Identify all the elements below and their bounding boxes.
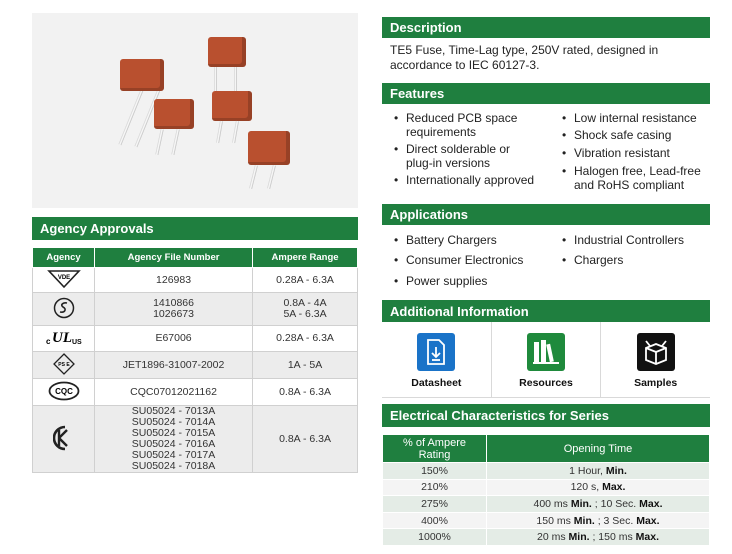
datasheet-icon[interactable] <box>417 333 455 371</box>
list-item: • Chargers <box>558 254 708 268</box>
list-item: • Direct solderable or plug-in versions <box>390 143 540 170</box>
semko-icon <box>53 297 75 319</box>
table-row <box>383 496 710 513</box>
list-item: • Internationally approved <box>390 174 550 188</box>
ampere-range: 1A - 5A <box>253 352 358 379</box>
table-row <box>383 529 710 546</box>
ampere-range: 0.8A - 4A 5A - 6.3A <box>253 293 358 326</box>
electrical-table <box>382 434 710 546</box>
percent-cell: 275% <box>383 496 487 513</box>
svg-text:PS E: PS E <box>57 361 70 368</box>
opening-time-cell: 1 Hour, Min. <box>487 463 710 480</box>
applications-title: Applications <box>390 207 469 222</box>
agency-logo-cell <box>33 379 95 406</box>
percent-cell: 210% <box>383 479 487 496</box>
fuse-image <box>204 35 254 95</box>
samples-link[interactable] <box>600 322 710 397</box>
product-photo <box>32 13 358 208</box>
col-opening-time: Opening Time <box>487 435 710 463</box>
fuse-image <box>242 127 302 202</box>
description-title: Description <box>390 20 462 35</box>
agency-approvals-table <box>32 247 358 473</box>
fuse-image <box>148 95 203 165</box>
applications-header <box>382 204 710 225</box>
table-row <box>33 406 358 473</box>
svg-text:c: c <box>45 337 50 346</box>
percent-cell: 150% <box>383 463 487 480</box>
col-file-number: Agency File Number <box>95 248 253 268</box>
features-title: Features <box>390 86 445 101</box>
file-number: SU05024 - 7013A SU05024 - 7014A SU05024 - 7015A SU05024 - 7016A SU05024 - 7017A SU05024 - 7018A <box>95 406 253 473</box>
kc-icon <box>53 425 75 451</box>
list-item: • Battery Chargers <box>390 234 550 248</box>
opening-time-cell: 400 ms Min. ; 10 Sec. Max. <box>487 496 710 513</box>
cul-us-icon <box>45 327 83 347</box>
opening-time-cell: 120 s, Max. <box>487 479 710 496</box>
list-item: • Consumer Electronics <box>390 254 550 268</box>
ampere-range: 0.8A - 6.3A <box>253 406 358 473</box>
list-item: • Power supplies <box>390 275 550 289</box>
agency-approvals-title: Agency Approvals <box>40 221 154 236</box>
additional-info-header <box>382 300 710 322</box>
opening-time-cell: 150 ms Min. ; 3 Sec. Max. <box>487 512 710 529</box>
ampere-range: 0.8A - 6.3A <box>253 379 358 406</box>
electrical-title: Electrical Characteristics for Series <box>390 408 609 423</box>
agency-logo-cell <box>33 406 95 473</box>
svg-text:UL: UL <box>51 330 72 346</box>
file-number: E67006 <box>95 326 253 352</box>
features-header <box>382 83 710 104</box>
svg-text:US: US <box>71 339 82 346</box>
file-number: CQC07012021162 <box>95 379 253 406</box>
col-ampere-range: Ampere Range <box>253 248 358 268</box>
agency-logo-cell <box>33 326 95 352</box>
list-item: • Low internal resistance <box>558 112 708 126</box>
datasheet-label[interactable]: Datasheet <box>411 377 462 389</box>
table-row <box>383 463 710 480</box>
svg-text:VDE: VDE <box>57 274 70 281</box>
resources-label[interactable]: Resources <box>519 377 573 389</box>
description-text: TE5 Fuse, Time-Lag type, 250V rated, designed in accordance to IEC 60127-3. <box>390 43 659 72</box>
list-item: • Reduced PCB space requirements <box>390 112 540 139</box>
table-row <box>33 268 358 293</box>
electrical-header <box>382 404 710 427</box>
pse-icon <box>53 353 75 375</box>
agency-logo-cell <box>33 352 95 379</box>
cqc-icon <box>48 381 80 401</box>
agency-logo-cell <box>33 268 95 293</box>
col-agency: Agency <box>33 248 95 268</box>
list-item: • Shock safe casing <box>558 129 708 143</box>
percent-cell: 400% <box>383 512 487 529</box>
list-item: • Vibration resistant <box>558 147 708 161</box>
samples-icon[interactable] <box>637 333 675 371</box>
table-row <box>33 352 358 379</box>
list-item: • Industrial Controllers <box>558 234 708 248</box>
ampere-range: 0.28A - 6.3A <box>253 268 358 293</box>
ampere-range: 0.28A - 6.3A <box>253 326 358 352</box>
list-item: • Halogen free, Lead-free and RoHS compliant <box>558 165 708 192</box>
table-row <box>383 512 710 529</box>
additional-info-grid <box>382 322 710 398</box>
file-number: JET1896-31007-2002 <box>95 352 253 379</box>
additional-info-title: Additional Information <box>390 303 529 319</box>
agency-approvals-header <box>32 217 358 240</box>
resources-icon[interactable] <box>527 333 565 371</box>
col-percent-rating: % of Ampere Rating <box>383 435 487 463</box>
agency-logo-cell <box>33 293 95 326</box>
table-row <box>33 379 358 406</box>
table-header-row <box>383 435 710 463</box>
percent-cell: 1000% <box>383 529 487 546</box>
opening-time-cell: 20 ms Min. ; 150 ms Max. <box>487 529 710 546</box>
svg-text:CQC: CQC <box>54 386 73 396</box>
samples-label[interactable]: Samples <box>634 377 678 389</box>
table-row <box>33 293 358 326</box>
vde-icon <box>47 269 81 289</box>
file-number: 1410866 1026673 <box>95 293 253 326</box>
file-number: 126983 <box>95 268 253 293</box>
datasheet-link[interactable] <box>382 322 491 397</box>
description-header <box>382 17 710 38</box>
table-row <box>33 326 358 352</box>
resources-link[interactable] <box>491 322 601 397</box>
table-header-row <box>33 248 358 268</box>
table-row <box>383 479 710 496</box>
